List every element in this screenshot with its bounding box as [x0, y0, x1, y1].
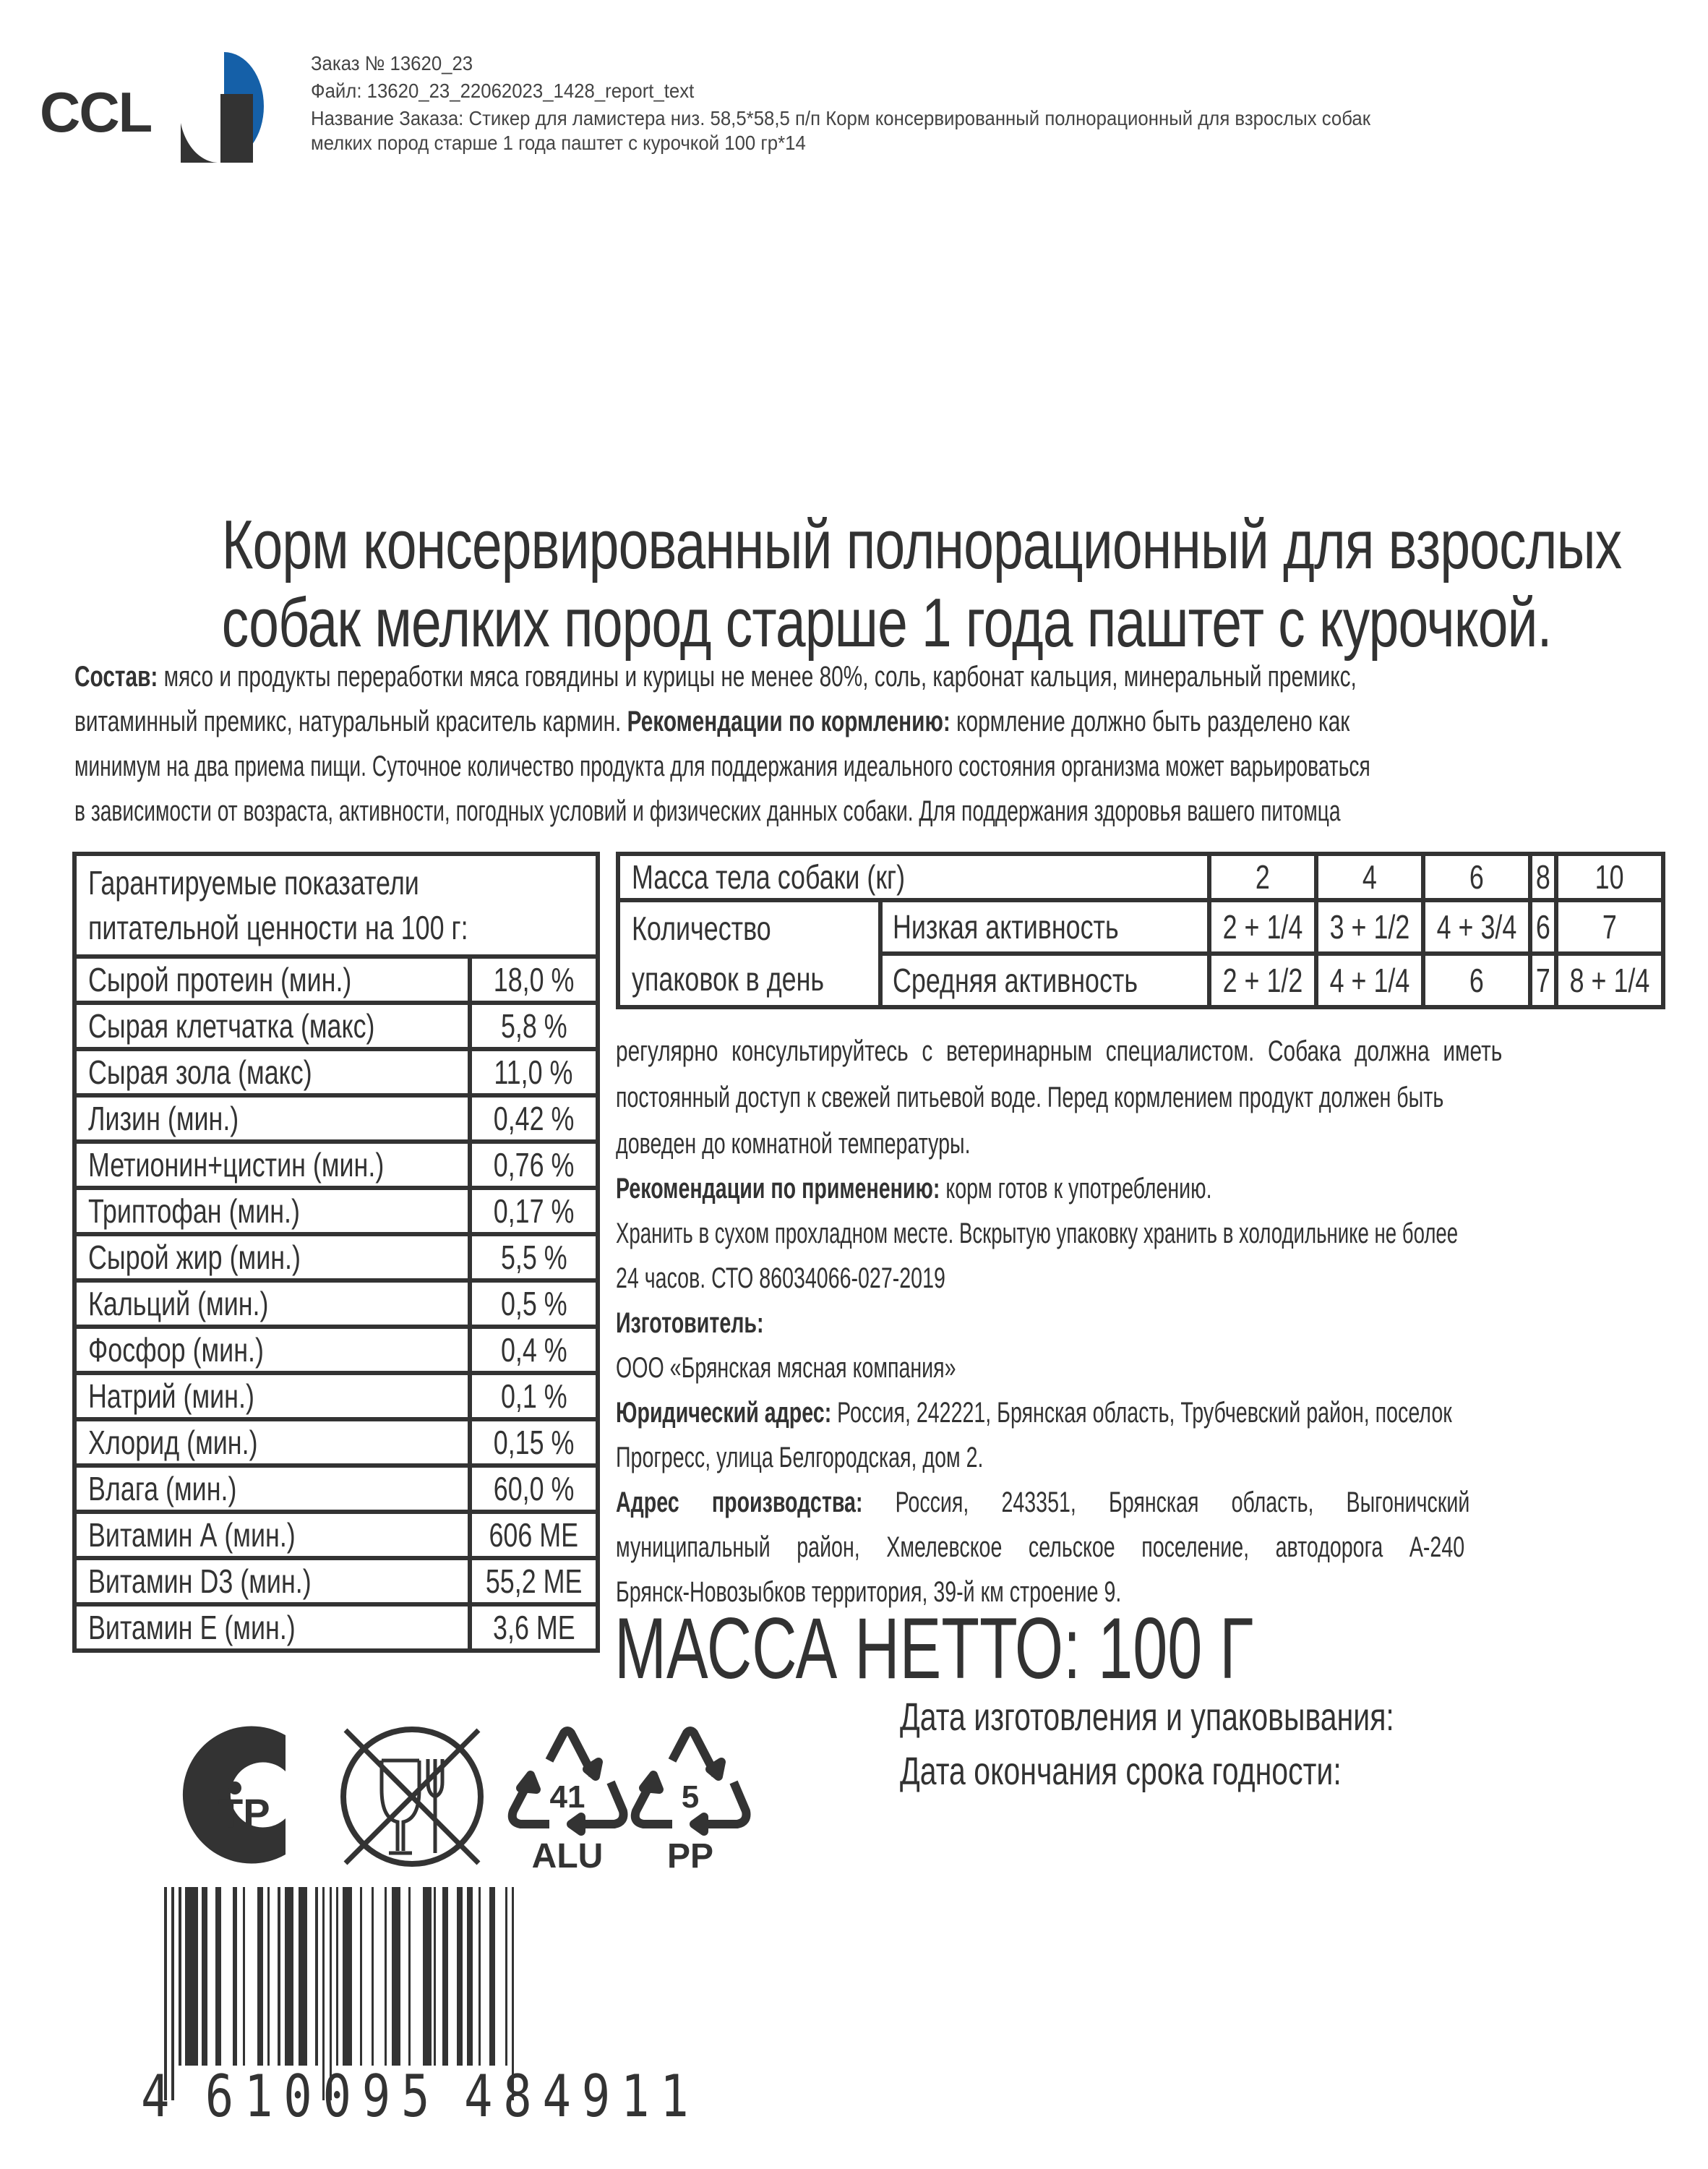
- nutrition-row: [74, 1604, 598, 1651]
- svg-text:ТР: ТР: [218, 1790, 270, 1836]
- nutrient-name: Витамин Е (мин.): [74, 1604, 470, 1651]
- nutrition-row: [74, 1373, 598, 1419]
- advice-line2: постоянный доступ к свежей питьевой воде. Перед кормлением продукт должен быть: [616, 1082, 1444, 1113]
- svg-text:CCL: CCL: [40, 80, 152, 144]
- nutrient-value: 3,6 МЕ: [470, 1604, 598, 1651]
- production-date-label: Дата изготовления и упаковывания:: [900, 1695, 1394, 1739]
- storage-line1: Хранить в сухом прохладном месте. Вскрытую упаковку хранить в холодильнике не более: [616, 1218, 1459, 1249]
- nutrient-name: Метионин+цистин (мин.): [74, 1142, 470, 1188]
- nutrition-row: [74, 1049, 598, 1095]
- nutrient-value: 0,4 %: [470, 1327, 598, 1373]
- svg-text:41: 41: [549, 1779, 585, 1815]
- order-number: Заказ № 13620_23: [311, 52, 473, 74]
- recycle-pp-icon: [629, 1724, 752, 1873]
- composition-line3: минимум на два приема пищи. Суточное количество продукта для поддержания идеального состояния организма может варьироваться: [74, 750, 1370, 782]
- nutrient-value: 5,5 %: [470, 1234, 598, 1280]
- nutrition-row: [74, 1234, 598, 1280]
- medium-4: 4 + 1/4: [1316, 954, 1423, 1007]
- nutrient-value: 0,5 %: [470, 1280, 598, 1327]
- usage-line: Рекомендации по применению: корм готов к употреблению.: [616, 1173, 1212, 1205]
- nutrient-name: Сырой протеин (мин.): [74, 957, 470, 1003]
- nutrition-row: [74, 1280, 598, 1327]
- medium-6: 6: [1423, 954, 1530, 1007]
- mass-8: 8: [1530, 854, 1556, 900]
- nutrition-row: [74, 1419, 598, 1466]
- nutrient-name: Натрий (мин.): [74, 1373, 470, 1419]
- order-name-line2: мелких пород старше 1 года паштет с курочкой 100 гр*14: [311, 132, 806, 154]
- svg-text:ALU: ALU: [531, 1837, 604, 1873]
- production-address-line2: муниципальный район, Хмелевское сельское поселение, автодорога А-240: [616, 1531, 1465, 1563]
- activity-medium: Средняя активность: [880, 954, 1209, 1007]
- composition-label: Состав:: [74, 661, 158, 693]
- nutrition-row: [74, 1466, 598, 1512]
- product-title: [43, 506, 1665, 662]
- composition-line4: в зависимости от возраста, активности, погодных условий и физических данных собаки. Для поддержания здоровья вашего питомца: [74, 795, 1341, 827]
- low-6: 4 + 3/4: [1423, 900, 1530, 954]
- nutrient-value: 0,1 %: [470, 1373, 598, 1419]
- svg-text:5: 5: [681, 1779, 700, 1815]
- composition-line2: витаминный премикс, натуральный краситель кармин. Рекомендации по кормлению: кормление должно быть разделено как: [74, 706, 1350, 737]
- nutrient-value: 11,0 %: [470, 1049, 598, 1095]
- nutrient-name: Фосфор (мин.): [74, 1327, 470, 1373]
- mass-label-cell: Масса тела собаки (кг): [618, 854, 1209, 900]
- order-file: Файл: 13620_23_22062023_1428_report_text: [311, 80, 695, 102]
- low-8: 6: [1530, 900, 1556, 954]
- nutrient-value: 0,15 %: [470, 1419, 598, 1466]
- not-food-contact-icon: [340, 1724, 484, 1869]
- nutrition-row: [74, 957, 598, 1003]
- mass-10: 10: [1556, 854, 1663, 900]
- barcode-left-group: 610095: [205, 2063, 441, 2130]
- nutrition-table: [72, 852, 600, 1653]
- qty-label-cell: Количество упаковок в день: [618, 900, 880, 1007]
- production-address-line3: Брянск-Новозыбков территория, 39-й км строение 9.: [616, 1576, 1122, 1608]
- nutrient-name: Витамин D3 (мин.): [74, 1558, 470, 1604]
- nutrition-row: [74, 1095, 598, 1142]
- barcode-digits: [141, 2064, 700, 2129]
- mass-6: 6: [1423, 854, 1530, 900]
- advice-line1: регулярно консультируйтесь с ветеринарным специалистом. Собака должна иметь: [616, 1035, 1503, 1067]
- nutrient-name: Сырая клетчатка (макс): [74, 1003, 470, 1049]
- recycle-alu-icon: [506, 1724, 629, 1873]
- nutrition-row: [74, 1003, 598, 1049]
- net-mass: МАССА НЕТТО: 100 Г: [614, 1600, 1254, 1697]
- low-4: 3 + 1/2: [1316, 900, 1423, 954]
- medium-8: 7: [1530, 954, 1556, 1007]
- production-address-line1: Адрес производства: Россия, 243351, Брянская область, Выгоничский: [616, 1486, 1470, 1518]
- expiry-date-label: Дата окончания срока годности:: [900, 1750, 1342, 1793]
- storage-line2: 24 часов. СТО 86034066-027-2019: [616, 1262, 945, 1294]
- eac-tr-icon: [159, 1724, 332, 1869]
- nutrient-value: 606 МЕ: [470, 1512, 598, 1558]
- product-title-line1: Корм консервированный полнорационный для взрослых: [221, 506, 1622, 583]
- nutrient-name: Кальций (мин.): [74, 1280, 470, 1327]
- nutrient-value: 55,2 МЕ: [470, 1558, 598, 1604]
- legal-address-line2: Прогресс, улица Белгородская, дом 2.: [616, 1442, 984, 1473]
- low-2: 2 + 1/4: [1209, 900, 1316, 954]
- production-address-label: Адрес производства:: [616, 1486, 863, 1518]
- manufacturer-label: Изготовитель:: [616, 1307, 764, 1339]
- nutrition-row: [74, 1188, 598, 1234]
- medium-10: 8 + 1/4: [1556, 954, 1663, 1007]
- usage-label: Рекомендации по применению:: [616, 1173, 940, 1205]
- barcode-first-digit: 4: [141, 2063, 170, 2130]
- ccl-logo: [40, 51, 293, 163]
- nutrient-name: Витамин А (мин.): [74, 1512, 470, 1558]
- nutrient-value: 0,17 %: [470, 1188, 598, 1234]
- nutrient-name: Влага (мин.): [74, 1466, 470, 1512]
- nutrient-name: Сырая зола (макс): [74, 1049, 470, 1095]
- composition-line1: Состав: мясо и продукты переработки мяса говядины и курицы не менее 80%, соль, карбонат кальция, минеральный премикс,: [74, 661, 1357, 693]
- nutrition-row: [74, 1512, 598, 1558]
- svg-text:PP: PP: [666, 1837, 714, 1873]
- nutrient-name: Сырой жир (мин.): [74, 1234, 470, 1280]
- nutrition-row: [74, 1558, 598, 1604]
- manufacturer-name: ООО «Брянская мясная компания»: [616, 1352, 956, 1384]
- barcode-right-group: 484911: [464, 2063, 700, 2130]
- legal-address-line1: Юридический адрес: Россия, 242221, Брянская область, Трубчевский район, поселок: [616, 1397, 1452, 1429]
- mass-4: 4: [1316, 854, 1423, 900]
- feeding-label: Рекомендации по кормлению:: [627, 706, 950, 737]
- nutrition-row: [74, 1142, 598, 1188]
- low-10: 7: [1556, 900, 1663, 954]
- nutrient-value: 0,42 %: [470, 1095, 598, 1142]
- feeding-table: [616, 852, 1665, 1009]
- nutrient-value: 5,8 %: [470, 1003, 598, 1049]
- nutrition-header: Гарантируемые показатели питательной ценности на 100 г:: [74, 854, 598, 957]
- activity-low: Низкая активность: [880, 900, 1209, 954]
- nutrient-name: Триптофан (мин.): [74, 1188, 470, 1234]
- product-title-line2: собак мелких пород старше 1 года паштет с курочкой.: [221, 584, 1552, 662]
- nutrition-row: [74, 1327, 598, 1373]
- nutrient-value: 0,76 %: [470, 1142, 598, 1188]
- mass-2: 2: [1209, 854, 1316, 900]
- medium-2: 2 + 1/2: [1209, 954, 1316, 1007]
- nutrient-value: 60,0 %: [470, 1466, 598, 1512]
- order-name-line1: Название Заказа: Стикер для ламистера низ. 58,5*58,5 п/п Корм консервированный полнорационный для взрослых собак: [311, 107, 1371, 129]
- nutrient-name: Хлорид (мин.): [74, 1419, 470, 1466]
- nutrient-name: Лизин (мин.): [74, 1095, 470, 1142]
- advice-line3: доведен до комнатной температуры.: [616, 1128, 971, 1160]
- nutrient-value: 18,0 %: [470, 957, 598, 1003]
- legal-address-label: Юридический адрес:: [616, 1397, 832, 1429]
